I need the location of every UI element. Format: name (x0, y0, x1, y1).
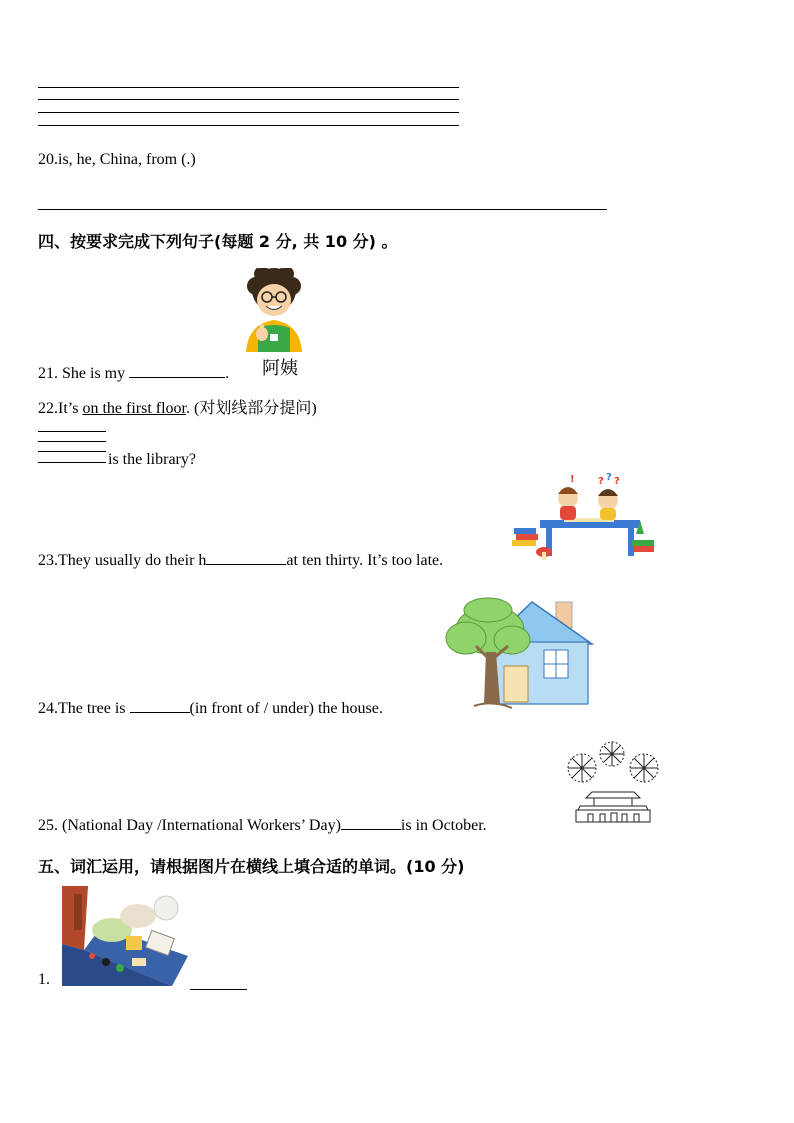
vocab-1-number: 1. (38, 971, 50, 988)
question-23-suffix: at ten thirty. It’s too late. (286, 552, 444, 569)
section-5-heading: 五、词汇运用，请根据图片在横线上填合适的单词。(10 分) (38, 857, 465, 876)
question-25-suffix: is in October. (400, 817, 487, 834)
question-22-line-1[interactable] (38, 431, 106, 432)
question-24-blank[interactable] (130, 698, 190, 713)
tiananmen-fireworks-illustration (564, 738, 662, 824)
question-23-prefix: 23.They usually do their h (38, 552, 207, 569)
vocab-1-blank[interactable] (190, 975, 247, 990)
question-20 (38, 150, 196, 170)
question-20-text: 20.is, he, China, from (.) (38, 151, 196, 168)
aunt-label: 阿姨 (262, 358, 298, 379)
svg-text:!: ! (570, 474, 575, 485)
question-21-text: 21. She is my (38, 365, 130, 382)
question-22-answer (108, 450, 196, 470)
question-25-prefix: 25. (National Day /International Workers’ Day) (38, 817, 341, 834)
section-4-heading: 四、按要求完成下列句子(每题 2 分, 共 10 分) 。 (38, 232, 398, 251)
tree-house-illustration (440, 596, 596, 712)
svg-text:?: ? (606, 472, 612, 483)
question-23 (38, 550, 443, 571)
answer-line-1[interactable] (38, 87, 459, 88)
question-24-prefix: 24.The tree is (38, 700, 130, 717)
question-22-underlined: on the first floor (82, 400, 186, 417)
question-25-blank[interactable] (341, 815, 401, 830)
question-20-answer-line[interactable] (38, 209, 607, 210)
messy-room-illustration (62, 886, 188, 986)
question-22-prefix: 22.It’s (38, 400, 83, 417)
question-22 (38, 399, 317, 419)
question-24-suffix: (in front of / under) the house. (189, 700, 383, 717)
question-21 (38, 363, 229, 384)
vocab-1 (38, 970, 50, 990)
question-22-line-2[interactable] (38, 441, 106, 442)
homework-illustration (506, 472, 658, 568)
question-23-blank[interactable] (206, 550, 286, 565)
question-22-suffix: . (对划线部分提问) (186, 400, 317, 417)
answer-line-4[interactable] (38, 125, 459, 126)
answer-line-3[interactable] (38, 112, 459, 113)
aunt-illustration (240, 268, 320, 380)
svg-text:?: ? (614, 476, 620, 487)
question-21-end: . (225, 365, 230, 382)
question-25 (38, 815, 487, 836)
question-22-answer-tail: is the library? (108, 451, 196, 468)
question-21-blank[interactable] (129, 363, 225, 378)
question-24 (38, 698, 383, 719)
question-22-line-3[interactable] (38, 451, 106, 452)
question-22-line-4[interactable] (38, 462, 106, 463)
answer-line-2[interactable] (38, 99, 459, 100)
svg-text:?: ? (598, 476, 604, 487)
